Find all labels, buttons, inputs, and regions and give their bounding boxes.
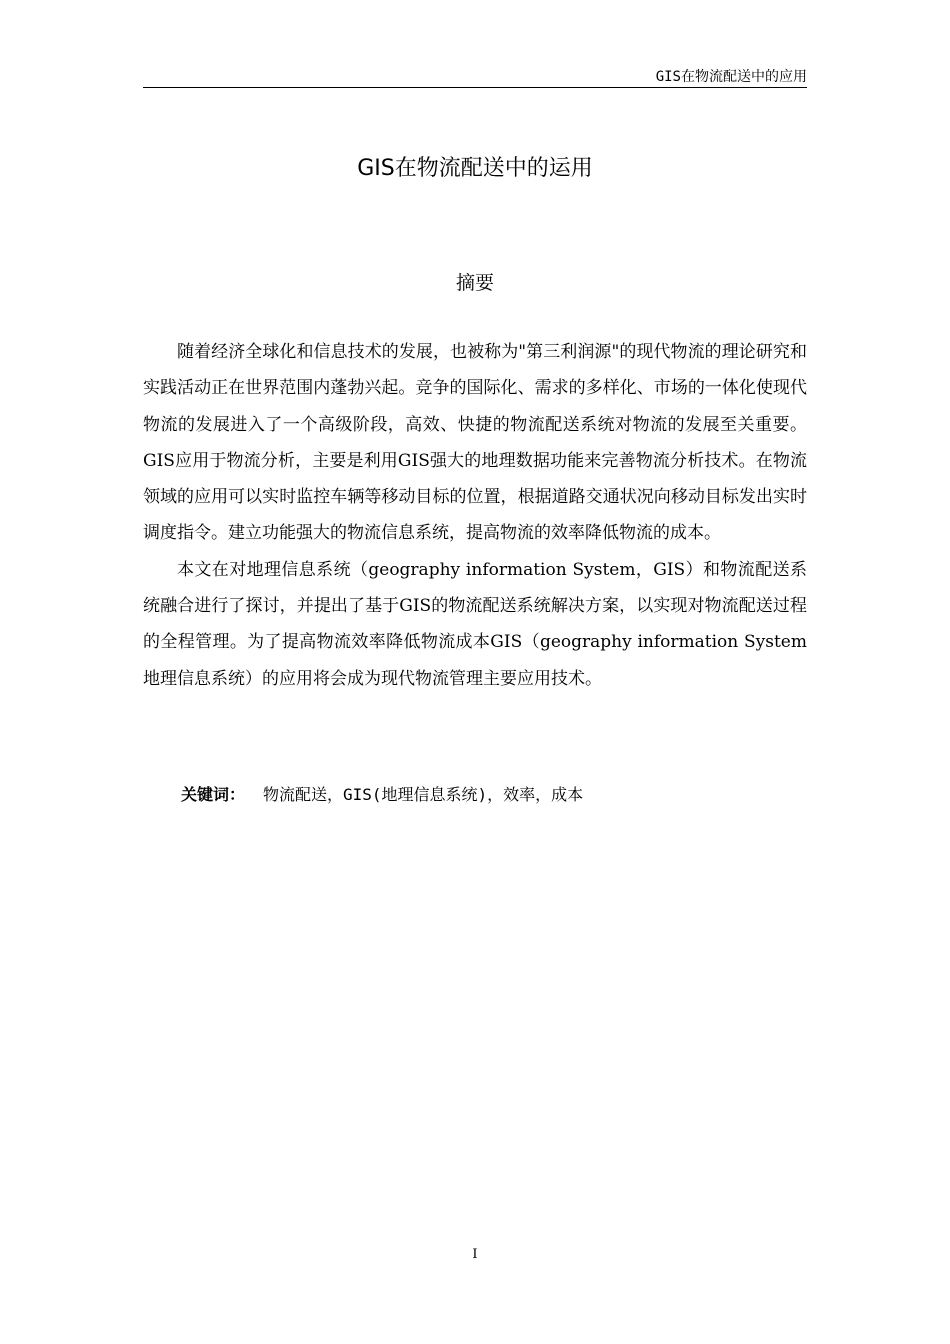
keywords-value: 物流配送，GIS(地理信息系统)，效率，成本: [263, 785, 584, 804]
page-number: I: [472, 1247, 478, 1262]
running-header: GIS在物流配送中的应用: [655, 69, 807, 85]
abstract-paragraph-1: 随着经济全球化和信息技术的发展，也被称为"第三利润源"的现代物流的理论研究和实践活动正在世界范围内蓬勃兴起。竞争的国际化、需求的多样化、市场的一体化使现代物流的发展进入了一个高级阶段，高效、快捷的物流配送系统对物流的发展至关重要。GIS应用于物流分析，主要是利用GIS强大的地理数据功能来完善物流分析技术。在物流领域的应用可以实时监控车辆等移动目标的位置，根据道路交通状况向移动目标发出实时调度指令。建立功能强大的物流信息系统，提高物流的效率降低物流的成本。: [143, 342, 807, 544]
document-title: GIS在物流配送中的运用: [357, 156, 593, 181]
abstract-paragraph-2: 本文在对地理信息系统（geography information System，GIS）和物流配送系统融合进行了探讨，并提出了基于GIS的物流配送系统解决方案，以实现对物流配送过程的全程管理。为了提高物流效率降低物流成本GIS（geography information System地理信息系统）的应用将会成为现代物流管理主要应用技术。: [143, 559, 807, 689]
keywords-line: [181, 782, 807, 808]
keywords-label: 关键词：: [181, 785, 246, 804]
abstract-body: [143, 334, 807, 697]
header-rule: [143, 87, 807, 88]
abstract-heading: 摘要: [455, 272, 494, 294]
